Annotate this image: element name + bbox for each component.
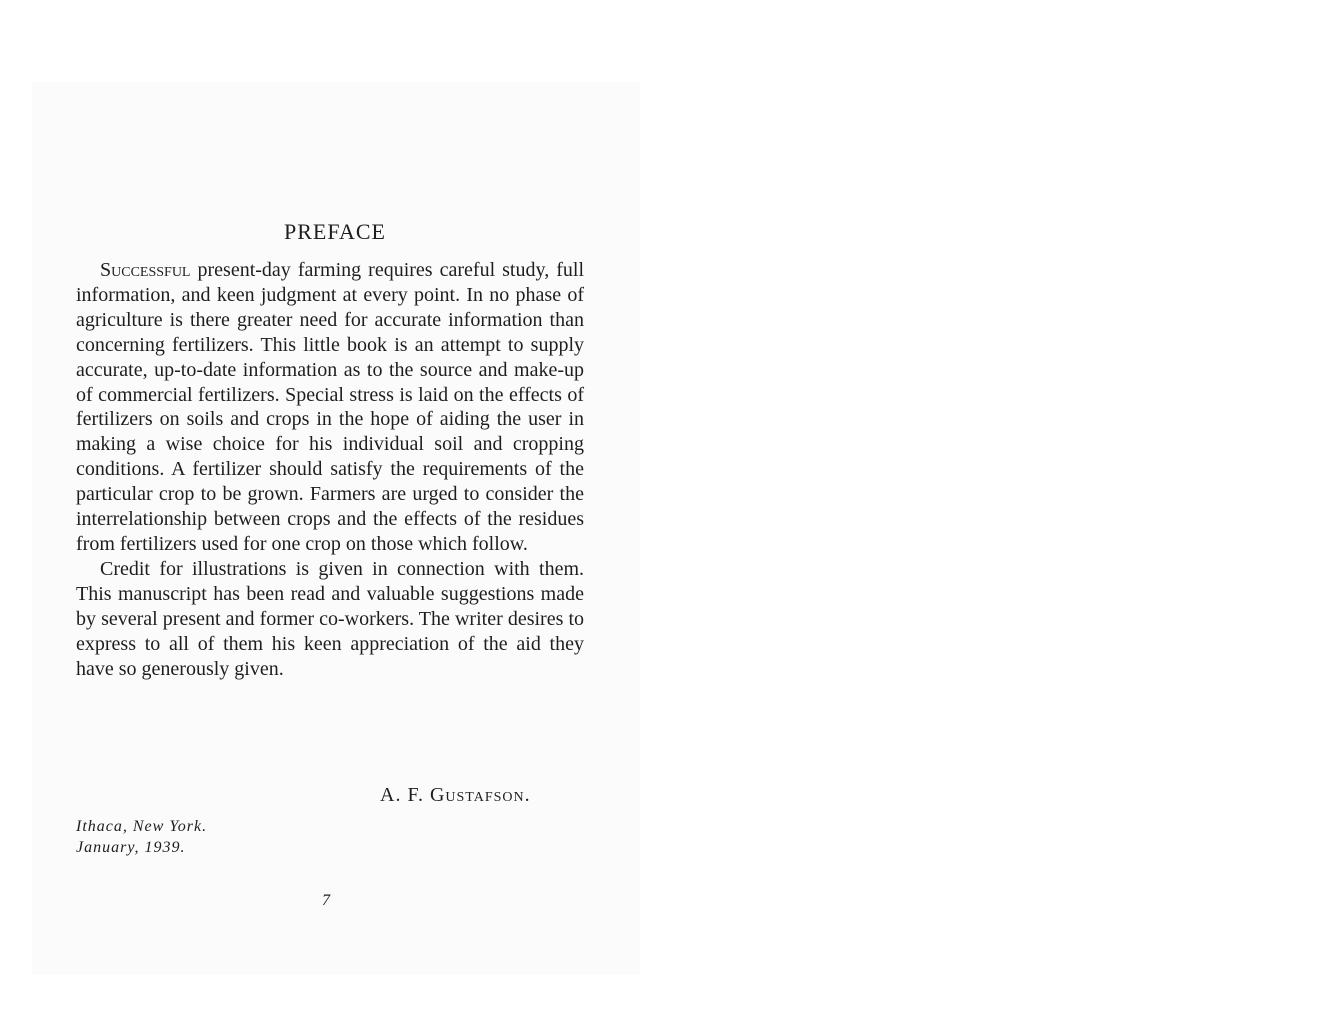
preface-body bbox=[76, 258, 584, 681]
paragraph-1-text: present-day farming requires careful study, full information, and keen judgment at every point. In no phase of agriculture is there greater need for accurate information than concerning fertilizers. This little book is an attempt to supply accurate, up-to-date information as to the source and make-up of commercial fertilizers. Special stress is laid on the effects of fertilizers on soils and crops in the hope of aiding the user in making a wise choice for his individual soil and cropping conditions. A fertilizer should satisfy the requirements of the particular crop to be grown. Farmers are urged to consider the interrelationship between crops and the effects of the residues from fertilizers used for one crop on those which follow. bbox=[76, 259, 584, 555]
paragraph-1 bbox=[76, 258, 584, 557]
paragraph-lead-word: Successful bbox=[100, 259, 191, 281]
place-date-block bbox=[76, 816, 207, 858]
place-line: Ithaca, New York. bbox=[76, 818, 208, 835]
page-number: 7 bbox=[322, 892, 330, 909]
date-line: January, 1939. bbox=[76, 839, 186, 856]
page-title: PREFACE bbox=[284, 219, 386, 244]
paragraph-2: Credit for illustrations is given in connection with them. This manuscript has been read and valuable suggestions made by several present and former co-workers. The writer desires to express to all of them his keen appreciation of the aid they have so generously given. bbox=[76, 557, 584, 680]
author-initials: A. F. bbox=[380, 784, 430, 806]
author-signature bbox=[380, 784, 531, 807]
author-surname: Gustafson. bbox=[429, 784, 531, 806]
